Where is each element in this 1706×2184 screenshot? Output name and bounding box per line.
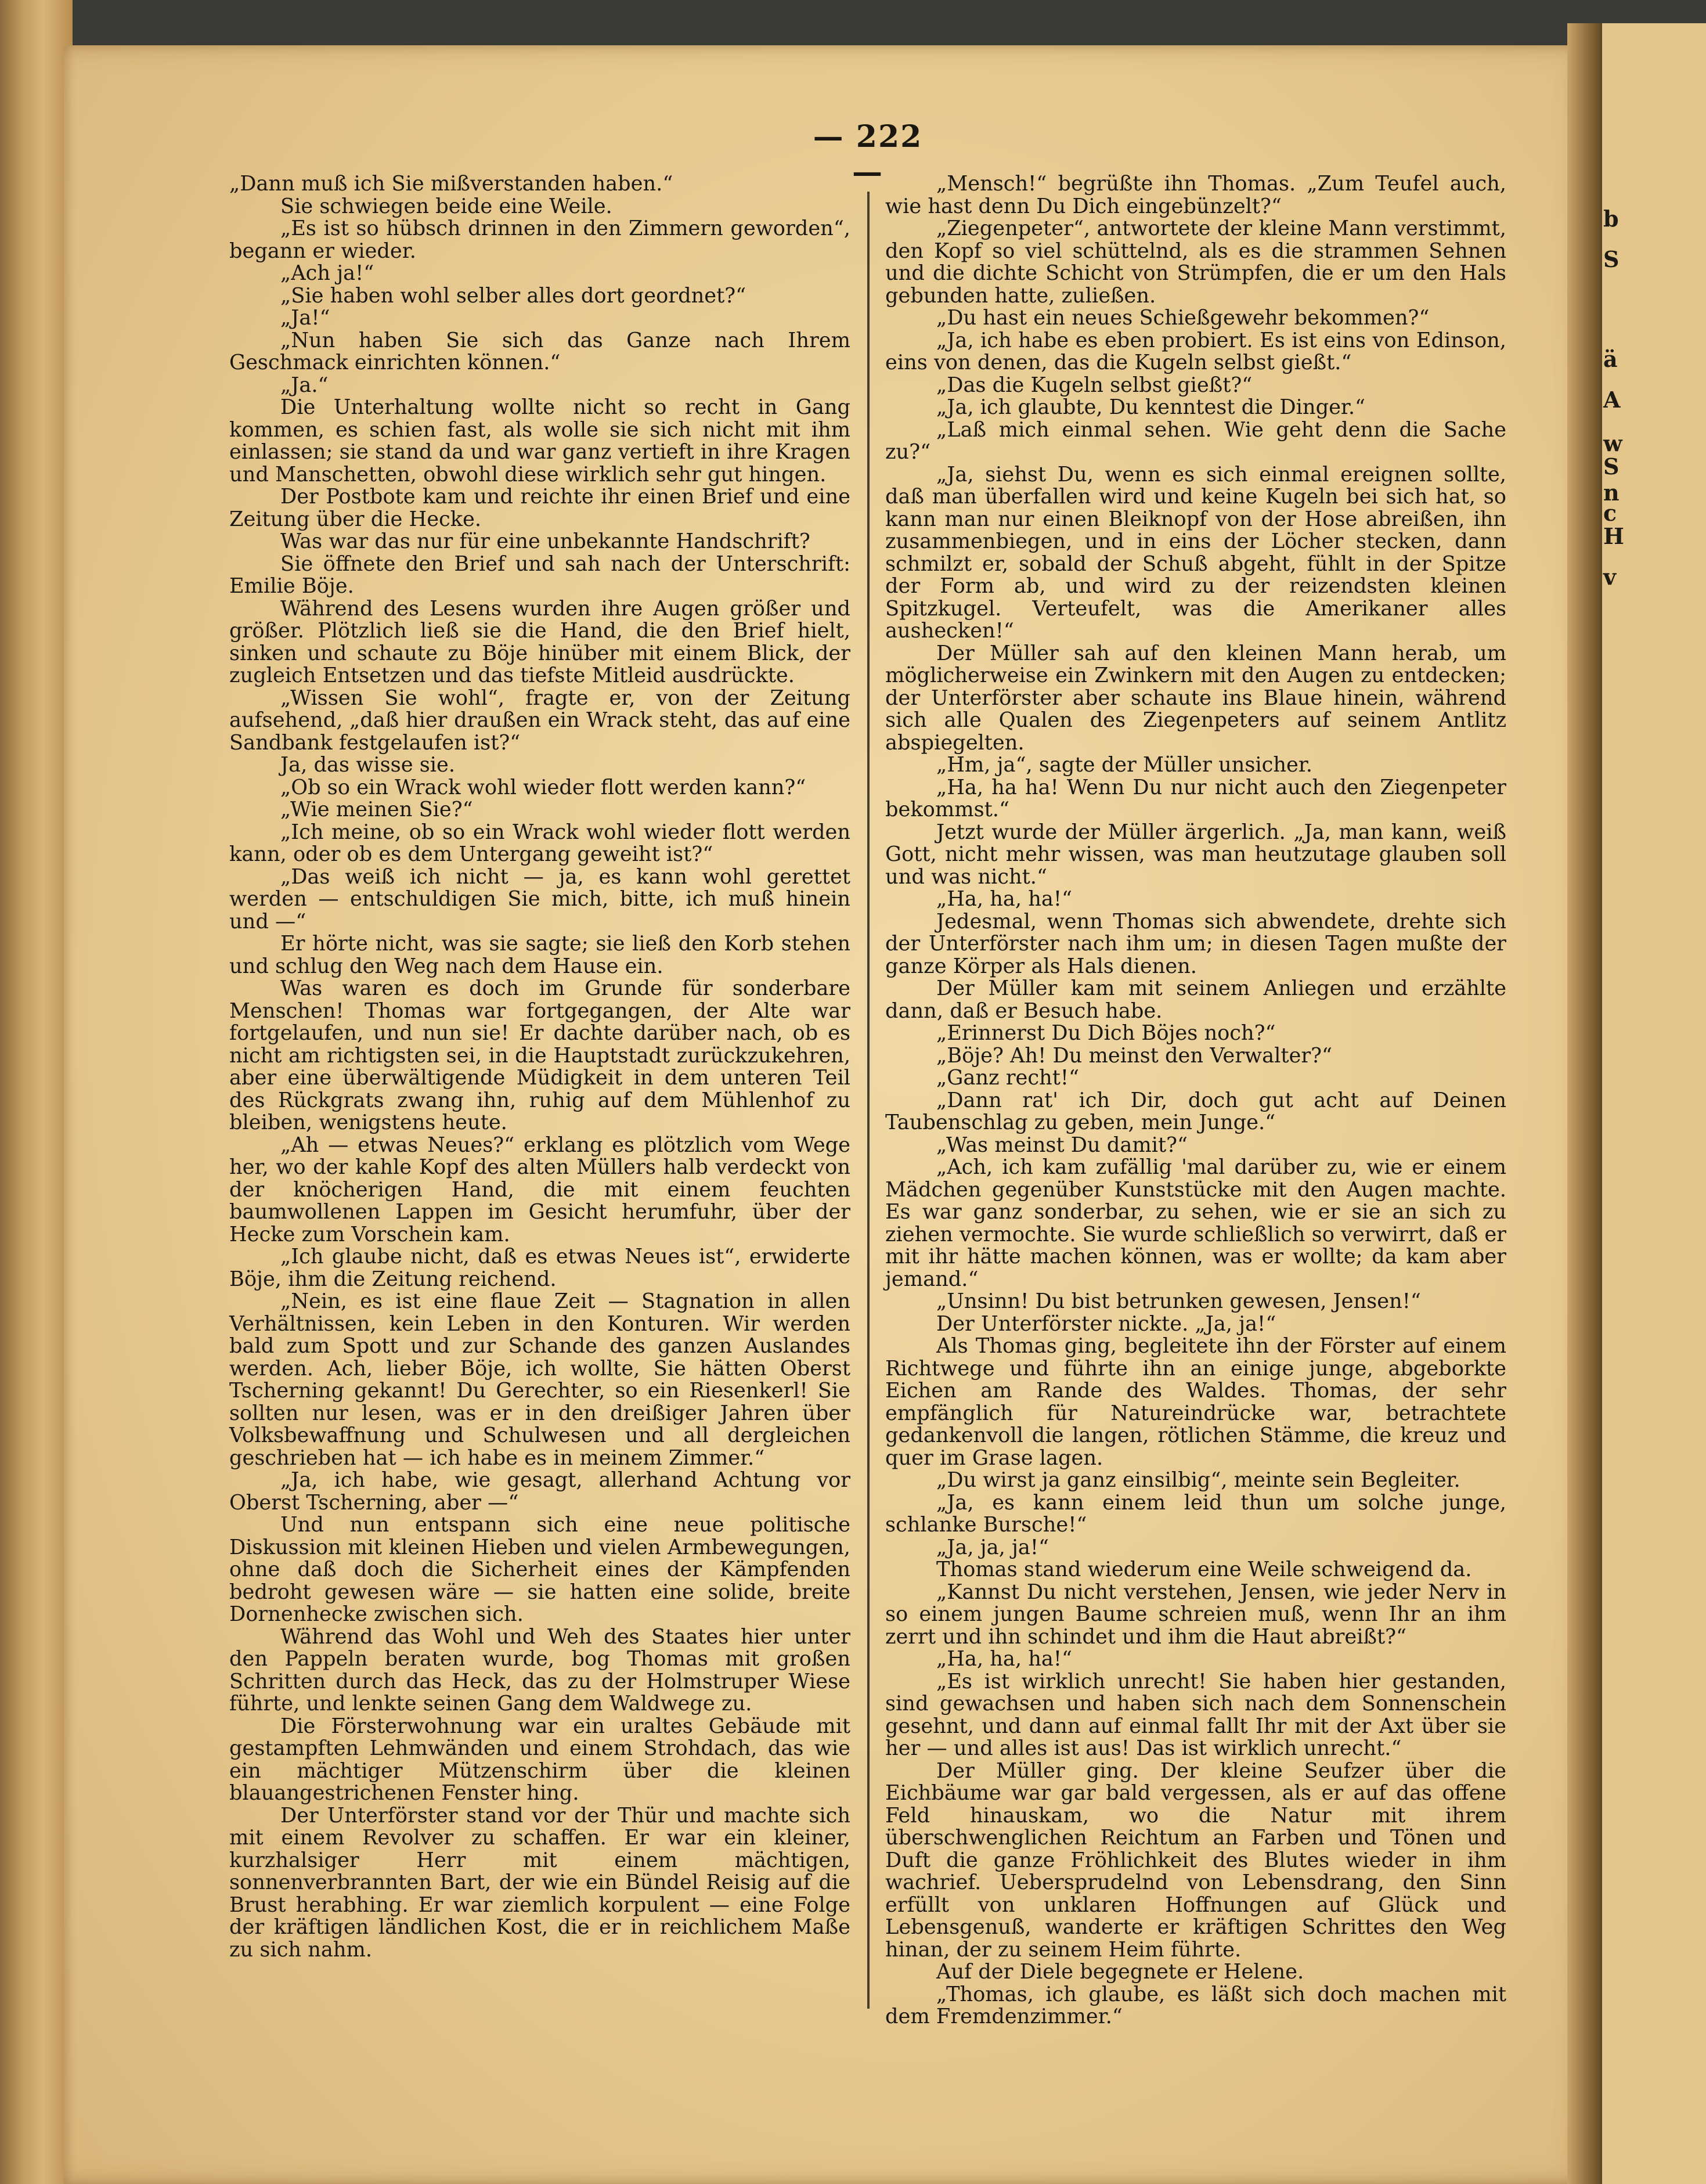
paragraph: Die Unterhaltung wollte nicht so recht in Gang kommen, es schien fast, als wolle sie sich nicht mit ihm einlassen; sie stand da und war ganz vertieft in ihre Kragen und Manschetten, obwohl diese wirklich sehr gut hingen. xyxy=(229,395,850,486)
paragraph: Auf der Diele begegnete er Helene. xyxy=(936,1960,1304,1984)
next-page-fragment: S xyxy=(1603,246,1620,272)
paragraph: „Du hast ein neues Schießgewehr bekommen?“ xyxy=(936,306,1430,330)
next-page-edge xyxy=(1602,23,1706,2184)
book-spine-edge xyxy=(0,0,73,2184)
next-page-fragment: b xyxy=(1603,206,1619,232)
paragraph: Thomas stand wiederum eine Weile schweigend da. xyxy=(936,1558,1472,1581)
paragraph: „Ha, ha ha! Wenn Du nur nicht auch den Ziegenpeter bekommst.“ xyxy=(885,775,1506,821)
paragraph: „Dann muß ich Sie mißverstanden haben.“ xyxy=(229,172,673,196)
paragraph: Ja, das wisse sie. xyxy=(280,753,456,777)
paragraph: „Du wirst ja ganz einsilbig“, meinte sein Begleiter. xyxy=(936,1468,1460,1492)
paragraph: „Mensch!“ begrüßte ihn Thomas. „Zum Teufel auch, wie hast denn Du Dich eingebünzelt?“ xyxy=(885,172,1506,218)
paragraph: „Ja, siehst Du, wenn es sich einmal ereignen sollte, daß man überfallen wird und keine Kugeln bei sich hat, so kann man nur einen Bleiknopf von der Hose abreißen, ihn zusammenbiegen, und in eins der Löcher stecken, dann schmilzt er, sobald der Schuß abgeht, fühlt in der Spitze der Form ab, und wird zu der reizendsten kleinen Spitzkugel. Verteufelt, was die Amerikaner alles aushecken!“ xyxy=(885,462,1506,643)
paragraph: Während das Wohl und Weh des Staates hier unter den Pappeln beraten wurde, bog Thomas mit großen Schritten durch das Heck, das zu der Holmstruper Wiese führte, und lenkte seinen Gang dem Waldwege zu. xyxy=(229,1624,850,1716)
paragraph: „Ich glaube nicht, daß es etwas Neues ist“, erwiderte Böje, ihm die Zeitung reichend. xyxy=(229,1245,850,1291)
paragraph: Der Unterförster nickte. „Ja, ja!“ xyxy=(936,1311,1276,1336)
paragraph: „Ha, ha, ha!“ xyxy=(936,887,1073,911)
paragraph: Als Thomas ging, begleitete ihn der Förster auf einem Richtwege und führte ihn an einige junge, abgeborkte Eichen am Rande des Waldes. Thomas, der sehr empfänglich für Natureindrücke war, betrachtete gedankenvoll die langen, rötlichen Stämme, die kreuz und quer im Grase lagen. xyxy=(885,1334,1506,1470)
page-number: — 222 — xyxy=(813,119,923,190)
paragraph: „Was meinst Du damit?“ xyxy=(936,1133,1188,1157)
next-page-fragment: H xyxy=(1603,523,1624,549)
next-page-fragment: S xyxy=(1603,453,1620,480)
paragraph: „Ach, ich kam zufällig 'mal darüber zu, wie er einem Mädchen gegenüber Kunststücke mit den Augen machte. Es war ganz sonderbar, zu sehen, wie er sie an sich zu ziehen vermochte. Sie wurde schließlich so verwirrt, daß er mit ihr hätte machen können, was er wollte; da kam aber jemand.“ xyxy=(885,1155,1506,1291)
paragraph: „Ich meine, ob so ein Wrack wohl wieder flott werden kann, oder ob es dem Untergang geweiht ist?“ xyxy=(229,820,850,866)
paragraph: Während des Lesens wurden ihre Augen größer und größer. Plötzlich ließ sie die Hand, die den Brief hielt, sinken und schaute zu Böje hinüber mit einem Blick, der zugleich Entsetzen und das tiefste Mitleid ausdrückte. xyxy=(229,596,850,687)
column-divider xyxy=(867,192,870,2009)
paragraph: „Sie haben wohl selber alles dort geordnet?“ xyxy=(280,283,746,308)
paragraph: „Das weiß ich nicht — ja, es kann wohl gerettet werden — entschuldigen Sie mich, bitte, ich muß hinein und —“ xyxy=(229,864,850,934)
paragraph: Jetzt wurde der Müller ärgerlich. „Ja, man kann, weiß Gott, nicht mehr wissen, was man heutzutage glauben soll und was nicht.“ xyxy=(885,820,1506,889)
paragraph: „Erinnerst Du Dich Böjes noch?“ xyxy=(936,1021,1276,1045)
paragraph: „Thomas, ich glaube, es läßt sich doch machen mit dem Fremdenzimmer.“ xyxy=(885,1982,1506,2028)
paragraph: „Ja, es kann einem leid thun um solche junge, schlanke Bursche!“ xyxy=(885,1490,1506,1537)
paragraph: Der Müller kam mit seinem Anliegen und erzählte dann, daß er Besuch habe. xyxy=(885,976,1506,1023)
paragraph: „Ja, ich habe es eben probiert. Es ist eins von Edinson, eins von denen, das die Kugeln selbst gießt.“ xyxy=(885,328,1506,374)
left-column xyxy=(229,173,850,1961)
paragraph: „Ach ja!“ xyxy=(280,261,374,285)
paragraph: „Es ist wirklich unrecht! Sie haben hier gestanden, sind gewachsen und haben sich nach dem Sonnenschein gesehnt, und dann auf einmal fallt Ihr mit der Axt über sie her — und alles ist aus! Das ist wirklich unrecht.“ xyxy=(885,1669,1506,1760)
paragraph: „Es ist so hübsch drinnen in den Zimmern geworden“, begann er wieder. xyxy=(229,217,850,263)
paragraph: „Hm, ja“, sagte der Müller unsicher. xyxy=(936,753,1312,777)
paragraph: Er hörte nicht, was sie sagte; sie ließ den Korb stehen und schlug den Weg nach dem Hause ein. xyxy=(229,932,850,978)
paragraph: Der Postbote kam und reichte ihr einen Brief und eine Zeitung über die Hecke. xyxy=(229,485,850,531)
paragraph: „Ziegenpeter“, antwortete der kleine Mann verstimmt, den Kopf so viel schüttelnd, als es die strammen Sehnen und die dichte Schicht von Strümpfen, die er um den Hals gebunden hatte, zuließen. xyxy=(885,217,1506,308)
paragraph: Der Unterförster stand vor der Thür und machte sich mit einem Revolver zu schaffen. Er war ein kleiner, kurzhalsiger Herr mit einem mächtigen, sonnenverbrannten Bart, der wie ein Bündel Reisig auf die Brust herabhing. Er war ziemlich korpulent — eine Folge der kräftigen ländlichen Kost, die er in reichlichem Maße zu sich nahm. xyxy=(229,1803,850,1962)
paragraph: Sie schwiegen beide eine Weile. xyxy=(280,194,612,218)
paragraph: „Wie meinen Sie?“ xyxy=(280,798,473,821)
paragraph: „Nun haben Sie sich das Ganze nach Ihrem Geschmack einrichten können.“ xyxy=(229,328,850,374)
paragraph: „Ja!“ xyxy=(280,306,330,330)
paragraph: „Ah — etwas Neues?“ erklang es plötzlich vom Wege her, wo der kahle Kopf des alten Müllers halb verdeckt von der knöcherigen Hand, die mit einem feuchten baumwollenen Lappen im Gesicht herumfuhr, über der Hecke zum Vorschein kam. xyxy=(229,1133,850,1246)
paragraph: „Ha, ha, ha!“ xyxy=(936,1647,1073,1671)
paragraph: Was waren es doch im Grunde für sonderbare Menschen! Thomas war fortgegangen, der Alte war fortgelaufen, und nun sie! Er dachte darüber nach, ob es nicht am richtigsten sei, in die Hauptstadt zurückzukehren, aber eine überwältigende Müdigkeit in dem unteren Teil des Rückgrats zwang ihn, ruhig auf dem Mühlenhof zu bleiben, wenigstens heute. xyxy=(229,976,850,1134)
paragraph: Sie öffnete den Brief und sah nach der Unterschrift: Emilie Böje. xyxy=(229,552,850,598)
right-column xyxy=(885,173,1506,2028)
paragraph: Was war das nur für eine unbekannte Handschrift? xyxy=(280,529,810,553)
paragraph: „Nein, es ist eine flaue Zeit — Stagnation in allen Verhältnissen, kein Leben in den Konturen. Wir werden bald zum Spott und zur Schande des ganzen Auslandes werden. Ach, lieber Böje, ich wollte, Sie hätten Oberst Tscherning gekannt! Du Gerechter, so ein Riesenkerl! Sie sollten nur lesen, was er in den dreißiger Jahren über Volksbewaffnung und Schulwesen und all dergleichen geschrieben hat — ich habe es in meinem Zimmer.“ xyxy=(229,1289,850,1470)
paragraph: „Ja.“ xyxy=(280,373,329,397)
next-page-fragment: v xyxy=(1603,564,1617,590)
paragraph: Der Müller ging. Der kleine Seufzer über die Eichbäume war gar bald vergessen, als er auf das offene Feld hinauskam, wo die Natur mit ihrem überschwenglichen Reichtum an Farben und Tönen und Duft die ganze Fröhlichkeit des Blutes wieder in ihm wachrief. Uebersprudelnd von Lebensdrang, den Sinn erfüllt von unklaren Hoffnungen auf Glück und Lebensgenuß, wanderte er kräftigen Schrittes den Weg hinan, der zu seinem Heim führte. xyxy=(885,1758,1506,1962)
paragraph: „Kannst Du nicht verstehen, Jensen, wie jeder Nerv in so einem jungen Baume schreien muß, wenn Ihr an ihm zerrt und ihn schindet und ihm die Haut abreißt?“ xyxy=(885,1580,1506,1649)
paragraph: „Ja, ja, ja!“ xyxy=(936,1535,1049,1559)
paragraph: „Böje? Ah! Du meinst den Verwalter?“ xyxy=(936,1043,1333,1068)
paragraph: Jedesmal, wenn Thomas sich abwendete, drehte sich der Unterförster nach ihm um; in diesen Tagen mußte der ganze Körper als Hals dienen. xyxy=(885,909,1506,978)
paragraph: „Ja, ich habe, wie gesagt, allerhand Achtung vor Oberst Tscherning, aber —“ xyxy=(229,1468,850,1515)
next-page-fragment: ä xyxy=(1603,346,1618,372)
paragraph: Die Försterwohnung war ein uraltes Gebäude mit gestampften Lehmwänden und einem Strohdach, das wie ein mächtiger Mützenschirm über die kleinen blauangestrichenen Fenster hing. xyxy=(229,1714,850,1805)
paragraph: „Ganz recht!“ xyxy=(936,1066,1079,1090)
paragraph: „Wissen Sie wohl“, fragte er, von der Zeitung aufsehend, „daß hier draußen ein Wrack steht, das auf eine Sandbank festgelaufen ist?“ xyxy=(229,686,850,755)
paragraph: „Das die Kugeln selbst gießt?“ xyxy=(936,373,1253,397)
paragraph: „Unsinn! Du bist betrunken gewesen, Jensen!“ xyxy=(936,1289,1421,1313)
paragraph: Und nun entspann sich eine neue politische Diskussion mit kleinen Hieben und vielen Armbewegungen, ohne daß doch die Sicherheit eines der Kämpfenden bedroht gewesen wäre — sie hatten eine solide, breite Dornenhecke zwischen sich. xyxy=(229,1513,850,1626)
paragraph: „Ja, ich glaubte, Du kenntest die Dinger.“ xyxy=(936,395,1366,419)
paragraph: Der Müller sah auf den kleinen Mann herab, um möglicherweise ein Zwinkern mit den Augen zu entdecken; der Unterförster aber schaute ins Blaue hinein, während sich alle Qualen des Ziegenpeters auf seinem Antlitz abspiegelten. xyxy=(885,641,1506,755)
next-page-fragment: w xyxy=(1603,430,1622,456)
paragraph: „Dann rat' ich Dir, doch gut acht auf Deinen Taubenschlag zu geben, mein Junge.“ xyxy=(885,1088,1506,1134)
next-page-fragment: c xyxy=(1603,500,1617,526)
next-page-fragment: A xyxy=(1603,387,1621,413)
paragraph: „Laß mich einmal sehen. Wie geht denn die Sache zu?“ xyxy=(885,417,1506,464)
next-page-fragment: n xyxy=(1603,480,1620,506)
paragraph: „Ob so ein Wrack wohl wieder flott werden kann?“ xyxy=(280,775,806,799)
